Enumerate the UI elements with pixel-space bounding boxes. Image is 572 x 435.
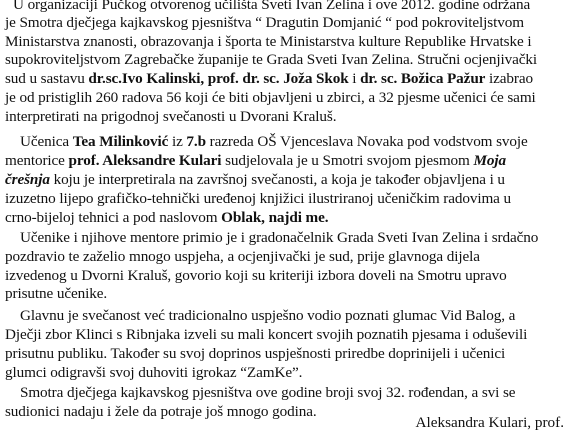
text-line: prisutne učenike. (5, 285, 108, 302)
text-line: izvedenog u Dvorni Kraluš, govorio koji su kriteriji izbora doveli na Smotru upravo (5, 267, 507, 284)
text-line: prisutnu publiku. Također su svoj doprinos uspješnosti priredbe doprinijeli i učenici (5, 345, 506, 362)
text-line: Dječji zbor Klinci s Ribnjaka izveli su mali koncert svojih poznatih pjesama i oduševili (5, 326, 528, 343)
text-line: sudionici nadaju i žele da potraje još mnogo godina. (5, 403, 317, 420)
author-signature: Aleksandra Kulari, prof. (415, 414, 564, 431)
text-line: Učenike i njihove mentore primio je i gradonačelnik Grada Sveti Ivan Zelina i srdačno (20, 229, 539, 246)
text-line: sud u sastavu dr.sc.Ivo Kalinski, prof. dr. sc. Joža Skok i dr. sc. Božica Pažur izabrao (5, 70, 533, 87)
text-line: je Smotra dječjega kajkavskog pjesništva “ Dragutin Domjanić “ pod pokroviteljstvom (5, 14, 524, 31)
text-line: supokroviteljstvom Zagrebačke županije te Grada Sveti Ivan Zelina. Stručni ocjenjivački (5, 51, 537, 68)
text-line: crno-bijeloj tehnici a pod naslovom Oblak, najdi me. (5, 209, 329, 226)
text-line: Učenica Tea Milinković iz 7.b razreda OŠ Vjenceslava Novaka pod vodstvom svoje (20, 133, 528, 150)
text-line: glumci odigravši svoj duhoviti igrokaz “ZamKe”. (5, 364, 303, 381)
text-line: Glavnu je svečanost već tradicionalno uspješno vodio poznati glumac Vid Balog, a (20, 307, 516, 324)
text-line: pozdravio te zaželio mnogo uspjeha, a ocjenjivački je sud, prije glavnoga dijela (5, 248, 480, 265)
text-line: interpretirati na prigodnoj svečanosti u Dvorani Kraluš. (5, 108, 337, 125)
text-line: izuzetno lijepo grafičko-tehnički uređenoj knjižici ilustriranoj učeničkim radovima u (5, 190, 512, 207)
text-line: mentorice prof. Aleksandre Kulari sudjelovala je u Smotri svojom pjesmom Moja (5, 152, 506, 169)
text-line: črešnja koju je interpretirala na završnoj svečanosti, a koja je također objavljena i u (5, 171, 505, 188)
text-line: Ministarstva znanosti, obrazovanja i športa te Ministarstva kulture Republike Hrvatske i (5, 33, 532, 50)
text-line: U organizaciji Pučkog otvorenog učilišta Sveti Ivan Zelina i ove 2012. godine održana (13, 0, 531, 13)
text-line: je od pristiglih 260 radova 56 koji će biti objavljeni u zbirci, a 32 pjesme učenici će sami (5, 89, 536, 106)
text-line: Smotra dječjega kajkavskog pjesništva ove godine broji svoj 32. rođendan, a svi se (20, 384, 516, 401)
